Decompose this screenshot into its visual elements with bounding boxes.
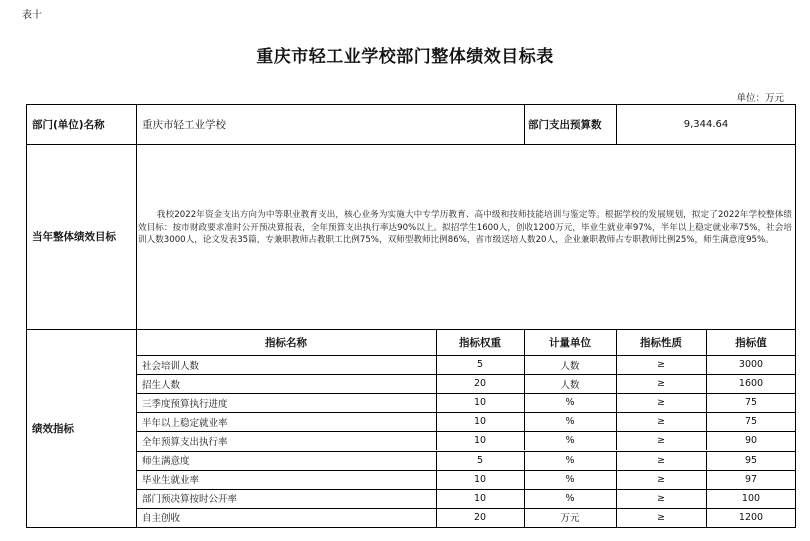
header-weight: 指标权重 <box>459 336 501 349</box>
indicator-nature: ≥ <box>657 397 665 409</box>
indicator-weight: 20 <box>473 511 487 523</box>
budget-label: 部门支出预算数 <box>528 119 602 131</box>
indicator-name: 招生人数 <box>142 379 181 391</box>
indicator-weight: 20 <box>473 378 487 390</box>
indicator-nature: ≥ <box>657 511 665 523</box>
indicator-weight: 10 <box>473 416 487 428</box>
indicator-unit: % <box>565 492 575 504</box>
indicator-unit: % <box>565 416 575 428</box>
indicator-unit: % <box>565 473 575 485</box>
indicator-unit: 人数 <box>560 379 580 391</box>
indicator-name: 半年以上稳定就业率 <box>142 417 228 429</box>
indicator-name: 毕业生就业率 <box>142 475 200 487</box>
indicator-value: 95 <box>744 454 758 466</box>
annual-goal-paragraph: 我校2022年资金支出方向为中等职业教育支出，核心业务为实施大中专学历教育、高中级和技师技能培训与鉴定等。根据学校的发展规划，拟定了2022年学校整体绩效目标：按市财政要求准时公开预决算报表，全年预算支出执行率达90%以上。拟招学生1600人，创收1200万元，毕业生就业率97%，半年以上稳定就业率75%，社会培训人数3000人，论文发表35篇，专兼职教师占教职工比例75%，双师型教师比例86%，省市级送培人数20人，企业兼职教师占专职教师比例25%，师生满意度95%。 <box>138 210 792 245</box>
indicator-weight: 10 <box>473 492 487 504</box>
indicators-section-label: 绩效指标 <box>32 422 74 435</box>
header-nature: 指标性质 <box>640 336 682 349</box>
indicator-name: 部门预决算按时公开率 <box>142 494 238 506</box>
indicator-nature: ≥ <box>657 454 665 466</box>
indicator-unit: % <box>565 454 575 466</box>
dept-name-value: 重庆市轻工业学校 <box>142 119 226 131</box>
indicator-nature: ≥ <box>657 435 665 447</box>
indicator-value: 1600 <box>738 378 764 390</box>
indicator-value: 75 <box>744 416 758 428</box>
header-indicator-name: 指标名称 <box>265 336 307 349</box>
indicator-unit: 万元 <box>560 513 580 525</box>
dept-name-label: 部门(单位)名称 <box>32 119 105 131</box>
indicator-value: 90 <box>744 435 758 447</box>
indicator-weight: 5 <box>476 454 484 466</box>
indicator-value: 75 <box>744 397 758 409</box>
indicator-unit: % <box>565 435 575 447</box>
header-unit: 计量单位 <box>549 336 591 349</box>
indicator-name: 三季度预算执行进度 <box>142 398 228 410</box>
indicator-weight: 10 <box>473 435 487 447</box>
indicator-nature: ≥ <box>657 359 665 371</box>
budget-value: 9,344.64 <box>683 119 729 130</box>
indicator-weight: 10 <box>473 473 487 485</box>
indicator-nature: ≥ <box>657 492 665 504</box>
indicator-rows <box>26 104 796 528</box>
indicator-name: 自主创收 <box>142 513 181 525</box>
indicator-value: 97 <box>744 473 758 485</box>
indicator-unit: 人数 <box>560 360 580 372</box>
indicator-value: 1200 <box>738 511 764 523</box>
page-title: 重庆市轻工业学校部门整体绩效目标表 <box>256 47 554 67</box>
table-label: 表十 <box>22 10 42 21</box>
indicator-weight: 10 <box>473 397 487 409</box>
unit-label: 单位：万元 <box>736 93 784 104</box>
indicator-nature: ≥ <box>657 416 665 428</box>
indicator-unit: % <box>565 397 575 409</box>
indicator-name: 师生满意度 <box>142 456 190 468</box>
indicator-value: 100 <box>741 492 761 504</box>
indicator-name: 全年预算支出执行率 <box>142 436 228 448</box>
indicator-nature: ≥ <box>657 378 665 390</box>
indicator-name: 社会培训人数 <box>142 360 200 372</box>
indicator-value: 3000 <box>738 359 764 371</box>
performance-table <box>26 104 796 528</box>
indicator-weight: 5 <box>476 359 484 371</box>
header-target-value: 指标值 <box>735 336 767 349</box>
annual-goal-label: 当年整体绩效目标 <box>32 231 116 243</box>
indicator-nature: ≥ <box>657 473 665 485</box>
